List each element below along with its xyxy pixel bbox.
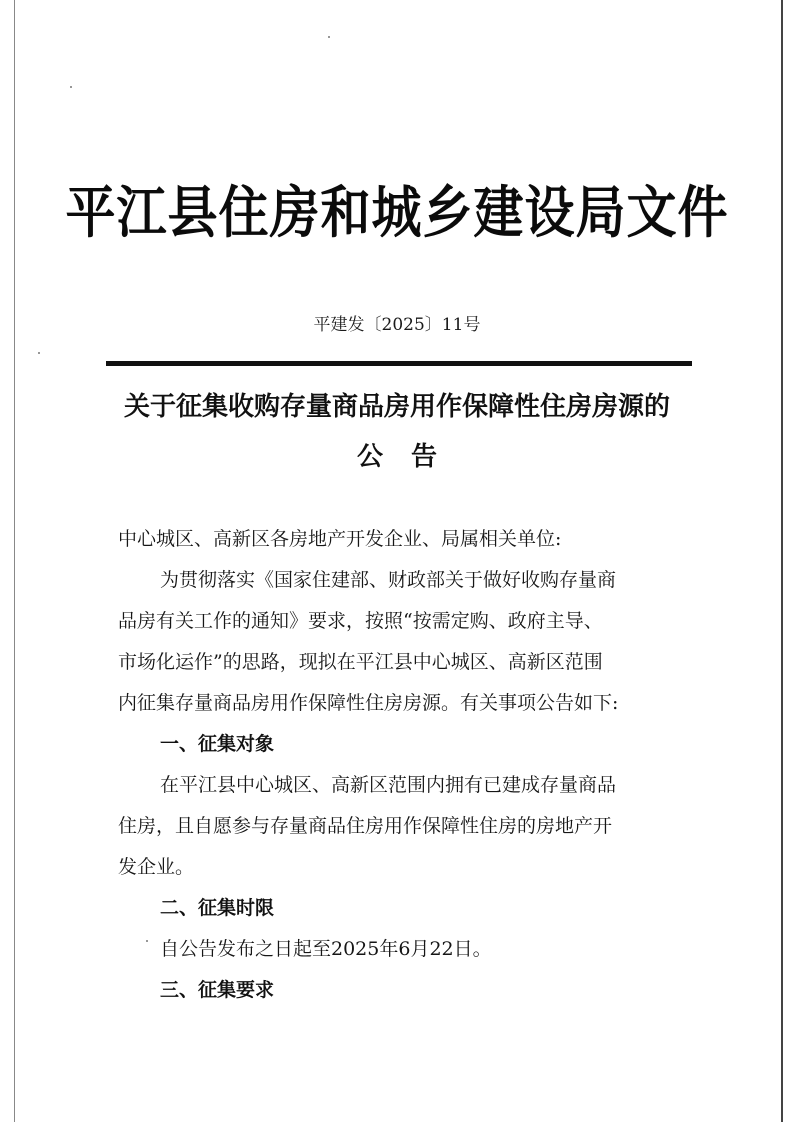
- intro-paragraph-line: 内征集存量商品房用作保障性住房房源。有关事项公告如下:: [118, 692, 619, 714]
- addressee-line: 中心城区、高新区各房地产开发企业、局属相关单位:: [118, 528, 562, 550]
- intro-paragraph-line: 市场化运作”的思路，现拟在平江县中心城区、高新区范围: [118, 651, 603, 673]
- section-heading-2: 二、征集时限: [160, 897, 275, 919]
- document-number: 平建发〔2025〕11号: [313, 315, 481, 335]
- section-1-text-line: 发企业。: [118, 856, 195, 878]
- section-heading-3: 三、征集要求: [160, 979, 275, 1001]
- notice-title-line-2: 公告: [356, 442, 465, 472]
- scan-speck: [328, 36, 330, 38]
- section-2-text-line: 自公告发布之日起至2025年6月22日。: [160, 938, 492, 960]
- section-1-text-line: 在平江县中心城区、高新区范围内拥有已建成存量商品: [160, 774, 617, 796]
- header-divider-rule: [106, 361, 692, 366]
- scan-speck: [146, 940, 148, 942]
- section-heading-1: 一、征集对象: [160, 733, 275, 755]
- scan-speck: [70, 86, 72, 88]
- notice-title-line-1: 关于征集收购存量商品房用作保障性住房房源的: [123, 392, 670, 422]
- scan-edge-left: [14, 0, 15, 1122]
- section-1-text-line: 住房，且自愿参与存量商品住房用作保障性住房的房地产开: [118, 815, 613, 837]
- scan-speck: [38, 352, 40, 354]
- intro-paragraph-line: 品房有关工作的通知》要求，按照“按需定购、政府主导、: [118, 610, 603, 632]
- intro-paragraph-line: 为贯彻落实《国家住建部、财政部关于做好收购存量商: [160, 569, 617, 591]
- scan-edge-right: [781, 0, 783, 1122]
- issuing-authority-header: 平江县住房和城乡建设局文件: [65, 180, 729, 246]
